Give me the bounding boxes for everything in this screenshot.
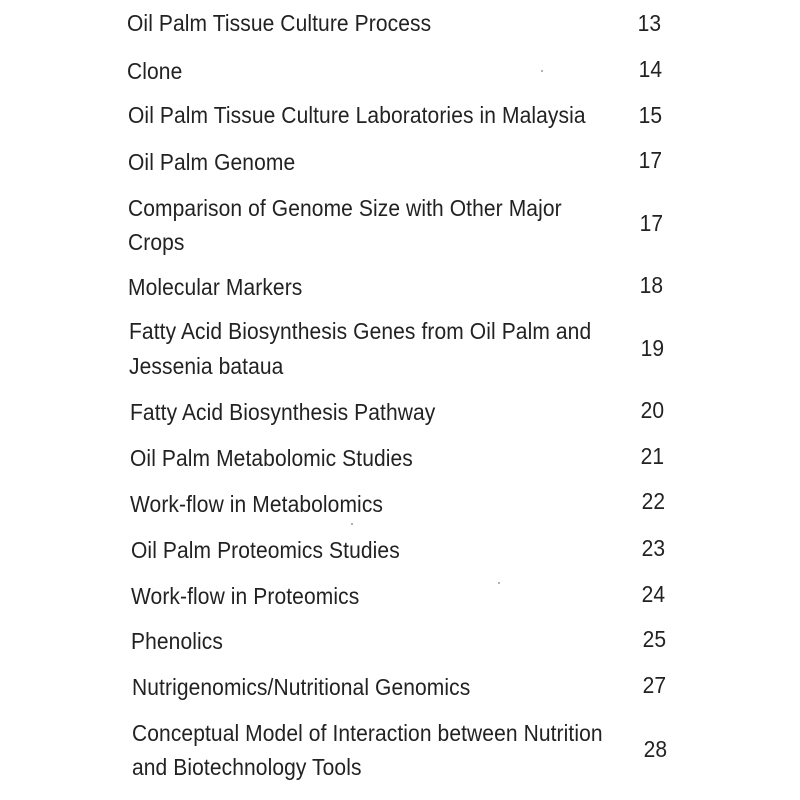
scan-speck — [498, 582, 500, 584]
toc-entry-page: 22 — [641, 489, 665, 515]
toc-entry-title-line2: Crops — [128, 230, 185, 256]
toc-entry-page: 21 — [640, 444, 664, 470]
toc-entry-page: 19 — [640, 336, 664, 362]
toc-entry-page: 17 — [639, 211, 663, 237]
toc-entry-title: Clone — [127, 59, 183, 85]
toc-entry-title: Molecular Markers — [128, 275, 303, 301]
toc-entry-title: Work-flow in Metabolomics — [130, 492, 384, 518]
toc-entry-title: Oil Palm Metabolomic Studies — [130, 446, 413, 472]
scan-speck — [351, 523, 353, 525]
toc-entry-page: 25 — [642, 627, 666, 653]
toc-entry-title-line1: Conceptual Model of Interaction between Nutrition — [132, 721, 603, 747]
toc-entry-page: 17 — [638, 148, 662, 174]
toc-entry-title-line2: Jessenia bataua — [129, 354, 284, 380]
toc-entry-title: Nutrigenomics/Nutritional Genomics — [132, 675, 471, 701]
toc-entry-title: Oil Palm Tissue Culture Process — [127, 11, 432, 37]
toc-entry-page: 27 — [642, 673, 666, 699]
toc-entry-title: Phenolics — [131, 629, 223, 655]
toc-entry-page: 14 — [638, 57, 662, 83]
toc-entry-page: 23 — [641, 536, 665, 562]
toc-entry-page: 18 — [639, 273, 663, 299]
toc-entry-title: Oil Palm Tissue Culture Laboratories in Malaysia — [128, 103, 586, 129]
toc-entry-page: 28 — [643, 737, 667, 763]
scan-speck — [541, 70, 543, 72]
toc-entry-title: Oil Palm Proteomics Studies — [131, 538, 400, 564]
toc-entry-page: 24 — [641, 582, 665, 608]
toc-entry-page: 15 — [638, 103, 662, 129]
toc-entry-title: Oil Palm Genome — [128, 150, 296, 176]
toc-entry-page: 13 — [637, 11, 661, 37]
toc-entry-title-line1: Fatty Acid Biosynthesis Genes from Oil Palm and — [129, 319, 592, 345]
toc-entry-title: Fatty Acid Biosynthesis Pathway — [130, 400, 436, 426]
toc-entry-page: 20 — [640, 398, 664, 424]
toc-entry-title-line1: Comparison of Genome Size with Other Major — [128, 196, 562, 222]
toc-entry-title: Work-flow in Proteomics — [131, 584, 360, 610]
toc-entry-title-line2: and Biotechnology Tools — [132, 755, 362, 781]
